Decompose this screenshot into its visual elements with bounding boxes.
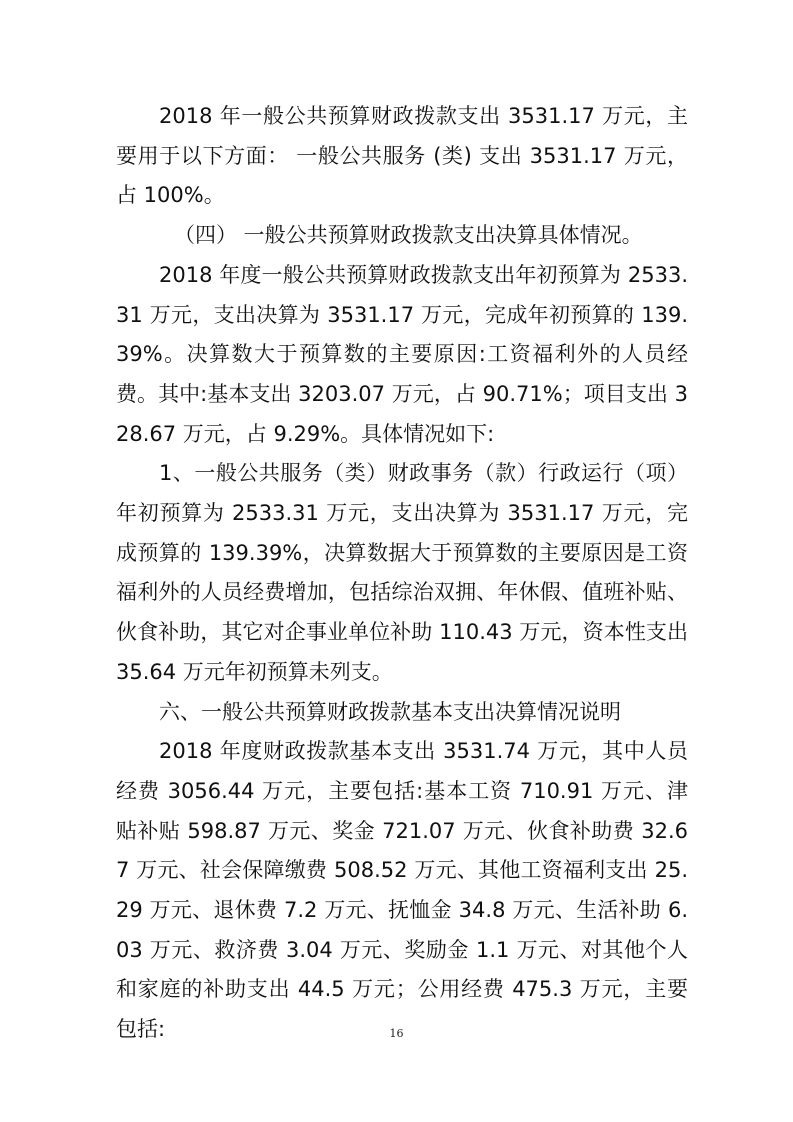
paragraph-basic-expenditure: 2018 年度财政拨款基本支出 3531.74 万元，其中人员经费 3056.44 万元，主要包括:基本工资 710.91 万元、津贴补贴 598.87 万元、奖金 721.07 万元、伙食补助费 32.67 万元、社会保障缴费 508.52 万元、其他工资福利支出 25.29 万元、退休费 7.2 万元、抚恤金 34.8 万元、生活补助 6.03 万元、救济费 3.04 万元、奖励金 1.1 万元、对其他个人和家庭的补助支出 44.5 万元；公用经费 475.3 万元，主要包括: [116, 739, 688, 1042]
section-heading-four: （四） 一般公共预算财政拨款支出决算具体情况。 [174, 223, 643, 248]
document-body [116, 97, 688, 1050]
paragraph-expenditure-summary: 2018 年一般公共预算财政拨款支出 3531.17 万元，主要用于以下方面： 一般公共服务 (类) 支出 3531.17 万元，占 100%。 [116, 104, 688, 208]
paragraph-item-one: 1、一般公共服务（类）财政事务（款）行政运行（项）年初预算为 2533.31 万元，支出决算为 3531.17 万元，完成预算的 139.39%，决算数据大于预算数的主要原因是工资福利外的人员经费增加，包括综治双拥、年休假、值班补贴、伙食补助，其它对企事业单位补助 110.43 万元，资本性支出 35.64 万元年初预算未列支。 [116, 461, 688, 684]
page-number: 16 [389, 1027, 404, 1040]
paragraph-budget-overview: 2018 年度一般公共预算财政拨款支出年初预算为 2533.31 万元，支出决算为 3531.17 万元，完成年初预算的 139.39%。决算数大于预算数的主要原因:工资福利外的人员经费。其中:基本支出 3203.07 万元，占 90.71%；项目支出 328.67 万元，占 9.29%。具体情况如下: [116, 262, 688, 446]
section-heading-six: 六、一般公共预算财政拨款基本支出决算情况说明 [159, 699, 621, 724]
